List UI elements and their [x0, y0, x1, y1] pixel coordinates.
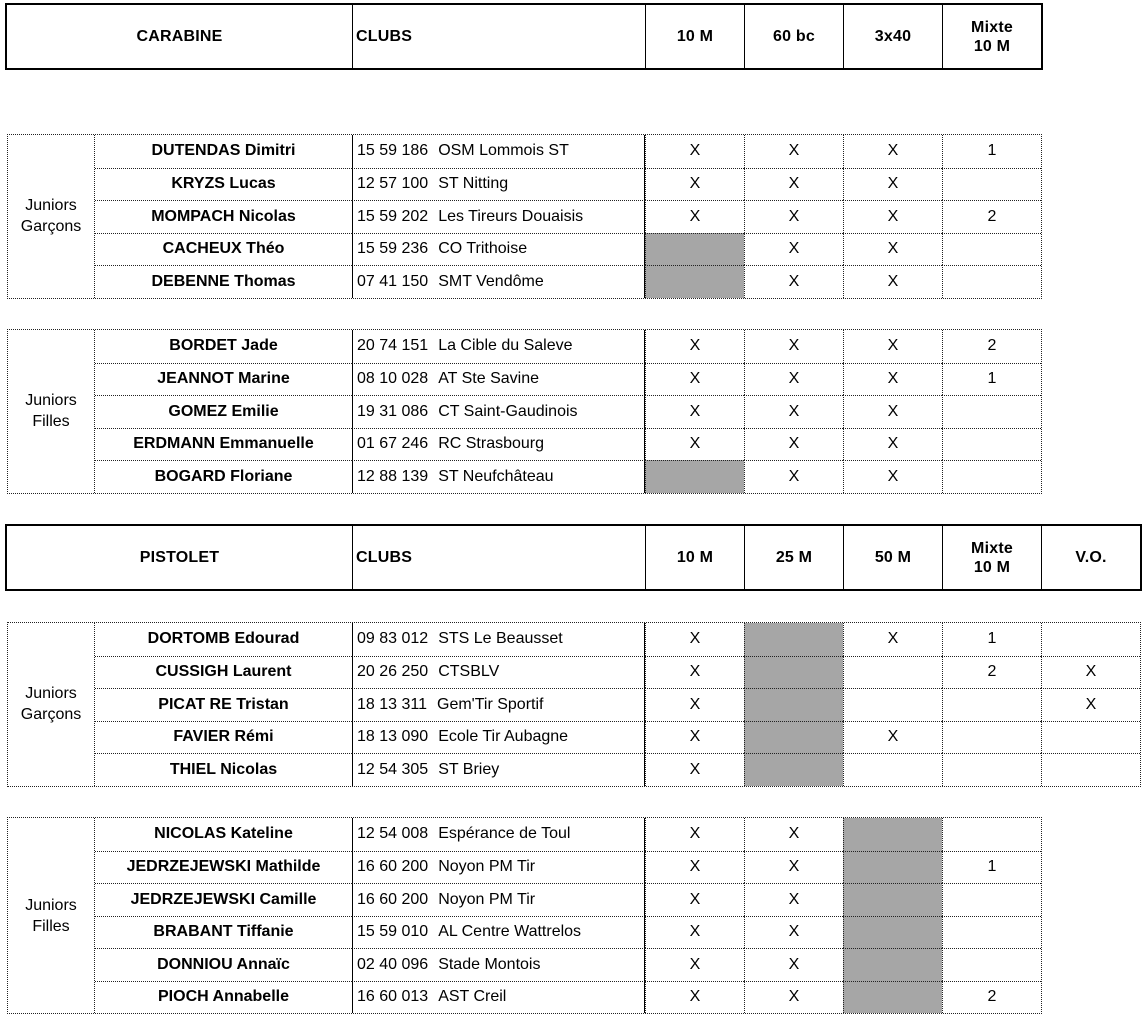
- category-line1: Juniors: [25, 896, 77, 914]
- event-cell: X: [744, 981, 843, 1014]
- club-code: 16 60 013: [357, 988, 429, 1006]
- mixte-cell: [942, 721, 1041, 754]
- athlete-name: BRABANT Tiffanie: [95, 916, 352, 949]
- carabine-header: [5, 3, 1043, 70]
- club-code: 15 59 186: [357, 142, 429, 160]
- club-name: CTSBLV: [438, 663, 500, 681]
- club-code: 19 31 086: [357, 402, 429, 420]
- pistolet-col-10m: 10 M: [645, 526, 744, 589]
- table-row: [95, 460, 1041, 493]
- event-cell: X: [645, 395, 744, 428]
- mixte-cell: [942, 753, 1041, 786]
- athlete-name: DONNIOU Annaïc: [95, 948, 352, 981]
- event-cell: X: [744, 168, 843, 201]
- event-cell: X: [744, 851, 843, 884]
- club-name: CO Trithoise: [438, 240, 528, 258]
- carabine-col-3x40: 3x40: [843, 5, 942, 68]
- mixte-cell: 1: [942, 851, 1041, 884]
- pistolet-clubs-header: CLUBS: [352, 526, 645, 589]
- mixte-cell: [942, 948, 1041, 981]
- category-label: [8, 330, 95, 493]
- vo-cell: [1041, 623, 1140, 656]
- mixte-cell: 2: [942, 656, 1041, 689]
- event-cell: X: [744, 818, 843, 851]
- event-cell: X: [843, 200, 942, 233]
- club-cell: [352, 883, 645, 916]
- mixte-cell: [942, 688, 1041, 721]
- athlete-name: JEDRZEJEWSKI Camille: [95, 883, 352, 916]
- club-name: Stade Montois: [438, 955, 541, 973]
- carabine-mixte-line2: 10 M: [973, 37, 1011, 55]
- athlete-name: GOMEZ Emilie: [95, 395, 352, 428]
- table-row: [95, 428, 1041, 461]
- mixte-cell: 1: [942, 363, 1041, 396]
- carabine-juniors-filles-group: [7, 329, 1042, 494]
- table-row: [95, 981, 1041, 1014]
- table-row: [95, 623, 1140, 656]
- pistolet-title: PISTOLET: [139, 549, 220, 566]
- table-row: [95, 753, 1140, 786]
- rows: [95, 818, 1041, 1013]
- event-cell: X: [744, 363, 843, 396]
- athlete-name: THIEL Nicolas: [95, 753, 352, 786]
- club-cell: [352, 460, 645, 493]
- event-cell: X: [744, 135, 843, 168]
- table-row: [95, 948, 1041, 981]
- athlete-name: DEBENNE Thomas: [95, 265, 352, 298]
- athlete-name: BORDET Jade: [169, 337, 278, 355]
- event-cell: [843, 656, 942, 689]
- mixte-cell: [942, 818, 1041, 851]
- carabine-col-60bc: 60 bc: [744, 5, 843, 68]
- club-cell: [352, 656, 645, 689]
- category-line2: Filles: [32, 413, 70, 431]
- table-row: [95, 818, 1041, 851]
- club-name: Noyon PM Tir: [438, 858, 536, 876]
- club-name: STS Le Beausset: [438, 630, 563, 648]
- mixte-cell: 1: [942, 623, 1041, 656]
- club-name: ST Briey: [438, 760, 500, 778]
- mixte-cell: 2: [942, 981, 1041, 1014]
- mixte-cell: [942, 265, 1041, 298]
- club-cell: [352, 200, 645, 233]
- club-name: AT Ste Savine: [438, 370, 539, 388]
- category-label: [8, 623, 95, 786]
- shaded-cell: [744, 753, 843, 786]
- vo-cell: X: [1041, 688, 1140, 721]
- athlete-name: ERDMANN Emmanuelle: [95, 428, 352, 461]
- pistolet-juniors-garcons-group: [7, 622, 1141, 787]
- shaded-cell: [843, 818, 942, 851]
- athlete-name: CACHEUX Théo: [95, 233, 352, 266]
- club-code: 16 60 200: [357, 858, 429, 876]
- vo-cell: X: [1041, 656, 1140, 689]
- club-name: Espérance de Toul: [438, 825, 571, 843]
- table-row: [95, 851, 1041, 884]
- club-code: 18 13 311: [357, 695, 427, 713]
- shaded-cell: [843, 948, 942, 981]
- event-cell: X: [645, 883, 744, 916]
- club-name: OSM Lommois ST: [438, 142, 569, 160]
- club-code: 08 10 028: [357, 370, 429, 388]
- shaded-cell: [645, 233, 744, 266]
- table-row: [95, 395, 1041, 428]
- carabine-mixte-line1: Mixte: [971, 18, 1013, 36]
- event-cell: X: [744, 948, 843, 981]
- club-cell: [352, 265, 645, 298]
- club-code: 18 13 090: [357, 728, 429, 746]
- club-code: 15 59 202: [357, 207, 429, 225]
- athlete-name: PICAT RE Tristan: [95, 688, 352, 721]
- club-name: Ecole Tir Aubagne: [438, 728, 569, 746]
- event-cell: X: [843, 265, 942, 298]
- club-code: 12 88 139: [357, 467, 429, 485]
- club-name: RC Strasbourg: [438, 435, 545, 453]
- event-cell: X: [843, 363, 942, 396]
- mixte-cell: [942, 233, 1041, 266]
- club-code: 12 57 100: [357, 175, 429, 193]
- carabine-title: CARABINE: [136, 28, 223, 45]
- shaded-cell: [645, 265, 744, 298]
- club-cell: [352, 916, 645, 949]
- table-row: [95, 168, 1041, 201]
- club-name: ST Nitting: [438, 175, 509, 193]
- event-cell: X: [843, 428, 942, 461]
- pistolet-col-mixte: [942, 526, 1041, 589]
- mixte-cell: [942, 168, 1041, 201]
- pistolet-mixte-line1: Mixte: [971, 539, 1013, 557]
- shaded-cell: [843, 916, 942, 949]
- athlete-name: CUSSIGH Laurent: [95, 656, 352, 689]
- table-row: [95, 363, 1041, 396]
- event-cell: X: [843, 623, 942, 656]
- club-cell: [352, 395, 645, 428]
- pistolet-header: [5, 524, 1142, 591]
- shaded-cell: [843, 851, 942, 884]
- event-cell: X: [645, 623, 744, 656]
- vo-cell: [1041, 753, 1140, 786]
- category-line1: Juniors: [25, 197, 77, 215]
- club-cell: [352, 330, 645, 363]
- event-cell: X: [645, 656, 744, 689]
- club-code: 16 60 200: [357, 890, 429, 908]
- category-line1: Juniors: [25, 392, 77, 410]
- athlete-name: DUTENDAS Dimitri: [151, 142, 296, 160]
- mixte-cell: [942, 883, 1041, 916]
- event-cell: X: [645, 135, 744, 168]
- pistolet-mixte-line2: 10 M: [973, 558, 1011, 576]
- club-code: 01 67 246: [357, 435, 429, 453]
- event-cell: X: [744, 428, 843, 461]
- pistolet-col-25m: 25 M: [744, 526, 843, 589]
- club-cell: [352, 233, 645, 266]
- pistolet-col-50m: 50 M: [843, 526, 942, 589]
- club-code: 07 41 150: [357, 272, 429, 290]
- club-name: La Cible du Saleve: [438, 337, 573, 355]
- table-row: [95, 330, 1041, 363]
- table-row: [95, 265, 1041, 298]
- category-label: [8, 818, 95, 1013]
- mixte-cell: [942, 460, 1041, 493]
- shaded-cell: [645, 460, 744, 493]
- category-line2: Garçons: [20, 706, 82, 724]
- club-code: 20 74 151: [357, 337, 429, 355]
- category-line2: Filles: [32, 917, 70, 935]
- event-cell: X: [843, 135, 942, 168]
- mixte-cell: 2: [942, 330, 1041, 363]
- club-name: SMT Vendôme: [438, 272, 544, 290]
- table-row: [95, 200, 1041, 233]
- event-cell: X: [843, 330, 942, 363]
- event-cell: X: [645, 168, 744, 201]
- event-cell: X: [645, 753, 744, 786]
- event-cell: X: [843, 233, 942, 266]
- category-label: [8, 135, 95, 298]
- event-cell: X: [744, 883, 843, 916]
- athlete-name: FAVIER Rémi: [95, 721, 352, 754]
- table-row: [95, 688, 1140, 721]
- athlete-name: NICOLAS Kateline: [154, 825, 293, 843]
- carabine-clubs-header: CLUBS: [352, 5, 645, 68]
- club-code: 20 26 250: [357, 663, 429, 681]
- club-cell: [352, 623, 645, 656]
- shaded-cell: [744, 721, 843, 754]
- rows: [95, 330, 1041, 493]
- club-cell: [352, 428, 645, 461]
- club-name: Noyon PM Tir: [438, 890, 536, 908]
- shaded-cell: [843, 981, 942, 1014]
- event-cell: X: [645, 851, 744, 884]
- event-cell: [843, 688, 942, 721]
- club-cell: [352, 981, 645, 1014]
- mixte-cell: 1: [942, 135, 1041, 168]
- club-code: 02 40 096: [357, 955, 429, 973]
- rows: [95, 623, 1140, 786]
- athlete-name: BOGARD Floriane: [95, 460, 352, 493]
- table-row: [95, 916, 1041, 949]
- event-cell: X: [744, 460, 843, 493]
- club-name: AST Creil: [438, 988, 507, 1006]
- athlete-name: DORTOMB Edourad: [147, 630, 300, 648]
- club-cell: [352, 818, 645, 851]
- event-cell: X: [645, 330, 744, 363]
- event-cell: X: [843, 395, 942, 428]
- table-row: [95, 233, 1041, 266]
- athlete-name: PIOCH Annabelle: [95, 981, 352, 1014]
- category-line2: Garçons: [20, 218, 82, 236]
- event-cell: X: [744, 233, 843, 266]
- club-cell: [352, 948, 645, 981]
- carabine-col-mixte: [942, 5, 1041, 68]
- club-name: AL Centre Wattrelos: [438, 923, 582, 941]
- event-cell: X: [645, 200, 744, 233]
- event-cell: X: [843, 460, 942, 493]
- carabine-col-10m: 10 M: [645, 5, 744, 68]
- event-cell: X: [744, 330, 843, 363]
- event-cell: X: [843, 721, 942, 754]
- event-cell: X: [645, 428, 744, 461]
- club-name: Gem'Tir Sportif: [437, 695, 544, 713]
- club-code: 15 59 236: [357, 240, 429, 258]
- club-cell: [352, 753, 645, 786]
- event-cell: X: [645, 948, 744, 981]
- event-cell: X: [843, 168, 942, 201]
- vo-cell: [1041, 721, 1140, 754]
- event-cell: X: [645, 721, 744, 754]
- shaded-cell: [744, 623, 843, 656]
- table-row: [95, 656, 1140, 689]
- club-cell: [352, 721, 645, 754]
- event-cell: X: [645, 916, 744, 949]
- club-cell: [352, 363, 645, 396]
- event-cell: X: [645, 363, 744, 396]
- event-cell: X: [744, 265, 843, 298]
- carabine-juniors-garcons-group: [7, 134, 1042, 299]
- event-cell: X: [645, 981, 744, 1014]
- athlete-name: KRYZS Lucas: [95, 168, 352, 201]
- event-cell: X: [744, 916, 843, 949]
- pistolet-juniors-filles-group: [7, 817, 1042, 1014]
- club-code: 12 54 305: [357, 760, 429, 778]
- event-cell: X: [645, 688, 744, 721]
- club-name: Les Tireurs Douaisis: [438, 207, 584, 225]
- athlete-name: JEANNOT Marine: [95, 363, 352, 396]
- event-cell: [843, 753, 942, 786]
- club-code: 12 54 008: [357, 825, 429, 843]
- pistolet-col-vo: V.O.: [1041, 526, 1140, 589]
- shaded-cell: [843, 883, 942, 916]
- event-cell: X: [744, 395, 843, 428]
- club-cell: [352, 135, 645, 168]
- table-row: [95, 721, 1140, 754]
- club-name: ST Neufchâteau: [438, 467, 554, 485]
- athlete-name: JEDRZEJEWSKI Mathilde: [95, 851, 352, 884]
- event-cell: X: [744, 200, 843, 233]
- club-cell: [352, 168, 645, 201]
- table-row: [95, 135, 1041, 168]
- mixte-cell: 2: [942, 200, 1041, 233]
- shaded-cell: [744, 688, 843, 721]
- athlete-name: MOMPACH Nicolas: [95, 200, 352, 233]
- mixte-cell: [942, 428, 1041, 461]
- mixte-cell: [942, 916, 1041, 949]
- shaded-cell: [744, 656, 843, 689]
- rows: [95, 135, 1041, 298]
- club-cell: [352, 851, 645, 884]
- club-name: CT Saint-Gaudinois: [438, 402, 578, 420]
- category-line1: Juniors: [25, 685, 77, 703]
- mixte-cell: [942, 395, 1041, 428]
- club-code: 15 59 010: [357, 923, 429, 941]
- club-code: 09 83 012: [357, 630, 429, 648]
- club-cell: [352, 688, 645, 721]
- table-row: [95, 883, 1041, 916]
- event-cell: X: [645, 818, 744, 851]
